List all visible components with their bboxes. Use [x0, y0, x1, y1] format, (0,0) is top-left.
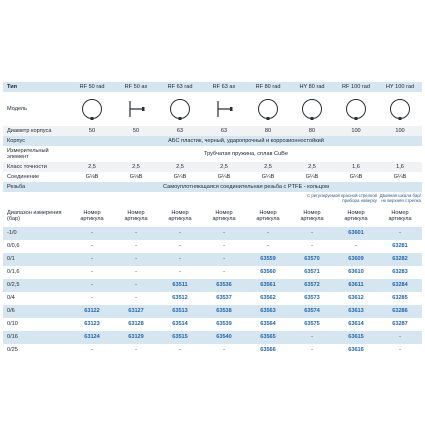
- article-number: 63559: [246, 253, 290, 266]
- gauge-radial-icon: [378, 92, 422, 126]
- range-row: [3, 305, 422, 318]
- article-number: -: [70, 253, 114, 266]
- range-row: [3, 292, 422, 305]
- article-number: 63513: [158, 305, 202, 318]
- article-number: 63616: [334, 344, 378, 357]
- model-name: RF 63 rad: [158, 82, 202, 92]
- article-number: 63287: [378, 318, 422, 331]
- gauge-radial-icon: [246, 92, 290, 126]
- article-number: -: [70, 266, 114, 279]
- accuracy-value: 2,5: [158, 162, 202, 172]
- thread-value: Самоуплотняющаяся соединительная резьба с PTFE - кольцом: [70, 182, 422, 192]
- article-number: 63573: [290, 292, 334, 305]
- article-number: 63539: [202, 318, 246, 331]
- article-number: -: [158, 253, 202, 266]
- accuracy-value: 2,5: [70, 162, 114, 172]
- article-number: -: [378, 227, 422, 240]
- connection-value: G¼B: [378, 172, 422, 182]
- model-row: [3, 92, 422, 126]
- diameter-value: 50: [114, 126, 158, 136]
- range-value: 0/1,6: [3, 266, 70, 279]
- article-number: 63564: [246, 318, 290, 331]
- thread-label: Резьба: [3, 182, 70, 192]
- article-number: -: [202, 253, 246, 266]
- article-number: 63540: [202, 331, 246, 344]
- article-number: 63511: [158, 279, 202, 292]
- model-name: RF 50 ax: [114, 82, 158, 92]
- article-number: -: [202, 344, 246, 357]
- article-number: -: [114, 292, 158, 305]
- range-row: [3, 266, 422, 279]
- article-number: 63562: [246, 292, 290, 305]
- article-label: Номер артикула: [334, 205, 378, 227]
- article-number: 63536: [202, 279, 246, 292]
- connection-value: G¼B: [334, 172, 378, 182]
- diameter-value: 63: [158, 126, 202, 136]
- article-number: -: [246, 227, 290, 240]
- article-number: 63281: [378, 240, 422, 253]
- article-number: -: [158, 240, 202, 253]
- article-number: 63612: [334, 292, 378, 305]
- model-name: RF 63 ax: [202, 82, 246, 92]
- range-value: 0/0,6: [3, 240, 70, 253]
- range-row: [3, 331, 422, 344]
- article-number: -: [70, 344, 114, 357]
- accuracy-value: 1,6: [378, 162, 422, 172]
- product-spec-table: [3, 82, 422, 357]
- connection-value: G¼B: [202, 172, 246, 182]
- article-number: -: [246, 240, 290, 253]
- gauge-radial-icon: [70, 92, 114, 126]
- housing-label: Корпус: [3, 136, 70, 146]
- article-number: 63129: [114, 331, 158, 344]
- thread-row: [3, 182, 422, 192]
- article-number: -: [158, 266, 202, 279]
- article-number: 63285: [378, 292, 422, 305]
- diameter-label: Диаметр корпуса: [3, 126, 70, 136]
- article-number: 63560: [246, 266, 290, 279]
- article-number: 63512: [158, 292, 202, 305]
- range-row: [3, 344, 422, 357]
- accuracy-value: 2,5: [246, 162, 290, 172]
- range-value: 0/10: [3, 318, 70, 331]
- red-pointer-note: С регулируемой красной стрелкой прибора наверху: [290, 192, 378, 205]
- article-number: -: [202, 227, 246, 240]
- article-number: -: [290, 331, 334, 344]
- accuracy-row: [3, 162, 422, 172]
- article-number: -: [158, 344, 202, 357]
- element-label: Измерительный элемент: [3, 146, 70, 162]
- article-number: 63574: [290, 305, 334, 318]
- article-number: -: [290, 240, 334, 253]
- article-number: 63122: [70, 305, 114, 318]
- article-number: 63538: [202, 305, 246, 318]
- range-value: 0/25: [3, 344, 70, 357]
- article-number: 63123: [70, 318, 114, 331]
- gauge-radial-icon: [334, 92, 378, 126]
- article-number: -: [202, 240, 246, 253]
- range-row: [3, 318, 422, 331]
- diameter-value: 100: [334, 126, 378, 136]
- article-number: -: [378, 344, 422, 357]
- model-label: Модель: [3, 92, 70, 126]
- connection-value: G¼B: [158, 172, 202, 182]
- range-value: 0/6: [3, 305, 70, 318]
- element-row: [3, 146, 422, 162]
- type-header-row: [3, 82, 422, 92]
- housing-value: АБС пластик, черный, ударопрочный и коррозионностойкий: [70, 136, 422, 146]
- article-number: 63575: [290, 318, 334, 331]
- article-number: 63561: [246, 279, 290, 292]
- article-number: 63566: [246, 344, 290, 357]
- element-value: Трубчатая пружина, сплав CuBe: [70, 146, 422, 162]
- diameter-value: 80: [246, 126, 290, 136]
- range-value: 0/16: [3, 331, 70, 344]
- article-number: -: [290, 227, 334, 240]
- article-number: -: [70, 240, 114, 253]
- range-value: 0/4: [3, 292, 70, 305]
- range-value: 0/2,5: [3, 279, 70, 292]
- diameter-row: [3, 126, 422, 136]
- article-number: 63570: [290, 253, 334, 266]
- dual-scale-note: Двойная шкала бар/ не верхняя стрелка: [378, 192, 422, 205]
- range-row: [3, 279, 422, 292]
- article-number: 63537: [202, 292, 246, 305]
- article-number: 63572: [290, 279, 334, 292]
- notes-row: [3, 192, 422, 205]
- connection-label: Соединение: [3, 172, 70, 182]
- range-row: [3, 227, 422, 240]
- model-name: HY 80 rad: [290, 82, 334, 92]
- range-value: 0/1: [3, 253, 70, 266]
- housing-row: [3, 136, 422, 146]
- article-number: 63127: [114, 305, 158, 318]
- article-number: 63284: [378, 279, 422, 292]
- article-label: Номер артикула: [158, 205, 202, 227]
- article-number: 63611: [334, 279, 378, 292]
- article-label: Номер артикула: [290, 205, 334, 227]
- connection-row: [3, 172, 422, 182]
- article-number: 63124: [70, 331, 114, 344]
- article-number: 63601: [334, 227, 378, 240]
- article-number: 63613: [334, 305, 378, 318]
- connection-value: G¼B: [246, 172, 290, 182]
- accuracy-value: 2,5: [290, 162, 334, 172]
- article-number: -: [114, 266, 158, 279]
- article-label: Номер артикула: [114, 205, 158, 227]
- article-number: 63565: [246, 331, 290, 344]
- diameter-value: 80: [290, 126, 334, 136]
- gauge-radial-icon: [290, 92, 334, 126]
- article-number: -: [70, 292, 114, 305]
- model-name: RF 100 rad: [334, 82, 378, 92]
- diameter-value: 50: [70, 126, 114, 136]
- article-number: 63515: [158, 331, 202, 344]
- article-number: -: [378, 331, 422, 344]
- article-number: 63615: [334, 331, 378, 344]
- article-number: 63283: [378, 266, 422, 279]
- article-number: -: [114, 227, 158, 240]
- article-number: -: [70, 227, 114, 240]
- article-label: Номер артикула: [70, 205, 114, 227]
- accuracy-label: Класс точности: [3, 162, 70, 172]
- article-label: Номер артикула: [202, 205, 246, 227]
- model-name: HY 100 rad: [378, 82, 422, 92]
- article-number: 63514: [158, 318, 202, 331]
- diameter-value: 63: [202, 126, 246, 136]
- article-number: -: [114, 344, 158, 357]
- article-number: -: [202, 266, 246, 279]
- model-name: RF 80 rad: [246, 82, 290, 92]
- article-number: 63610: [334, 266, 378, 279]
- article-number: -: [334, 240, 378, 253]
- article-number: -: [114, 279, 158, 292]
- gauge-radial-icon: [158, 92, 202, 126]
- model-name: RF 50 rad: [70, 82, 114, 92]
- gauge-axial-icon: [114, 92, 158, 126]
- article-number: 63609: [334, 253, 378, 266]
- range-table-body: [3, 227, 422, 357]
- range-label: Диапазон измерения (бар): [3, 205, 70, 227]
- accuracy-value: 1,6: [334, 162, 378, 172]
- connection-value: G¼B: [290, 172, 334, 182]
- type-label: Тип: [3, 82, 70, 92]
- accuracy-value: 2,5: [114, 162, 158, 172]
- range-row: [3, 240, 422, 253]
- article-number: -: [158, 227, 202, 240]
- article-number: 63563: [246, 305, 290, 318]
- article-label: Номер артикула: [246, 205, 290, 227]
- article-number: -: [290, 344, 334, 357]
- article-number: -: [114, 240, 158, 253]
- gauge-axial-icon: [202, 92, 246, 126]
- article-number: 63614: [334, 318, 378, 331]
- connection-value: G⅛B: [114, 172, 158, 182]
- article-number: 63282: [378, 253, 422, 266]
- article-number: 63286: [378, 305, 422, 318]
- article-number: -: [70, 279, 114, 292]
- article-number: 63128: [114, 318, 158, 331]
- range-row: [3, 253, 422, 266]
- range-header-row: [3, 205, 422, 227]
- article-number: 63571: [290, 266, 334, 279]
- range-value: -1/0: [3, 227, 70, 240]
- article-number: -: [114, 253, 158, 266]
- article-label: Номер артикула: [378, 205, 422, 227]
- accuracy-value: 2,5: [202, 162, 246, 172]
- connection-value: G⅛B: [70, 172, 114, 182]
- diameter-value: 100: [378, 126, 422, 136]
